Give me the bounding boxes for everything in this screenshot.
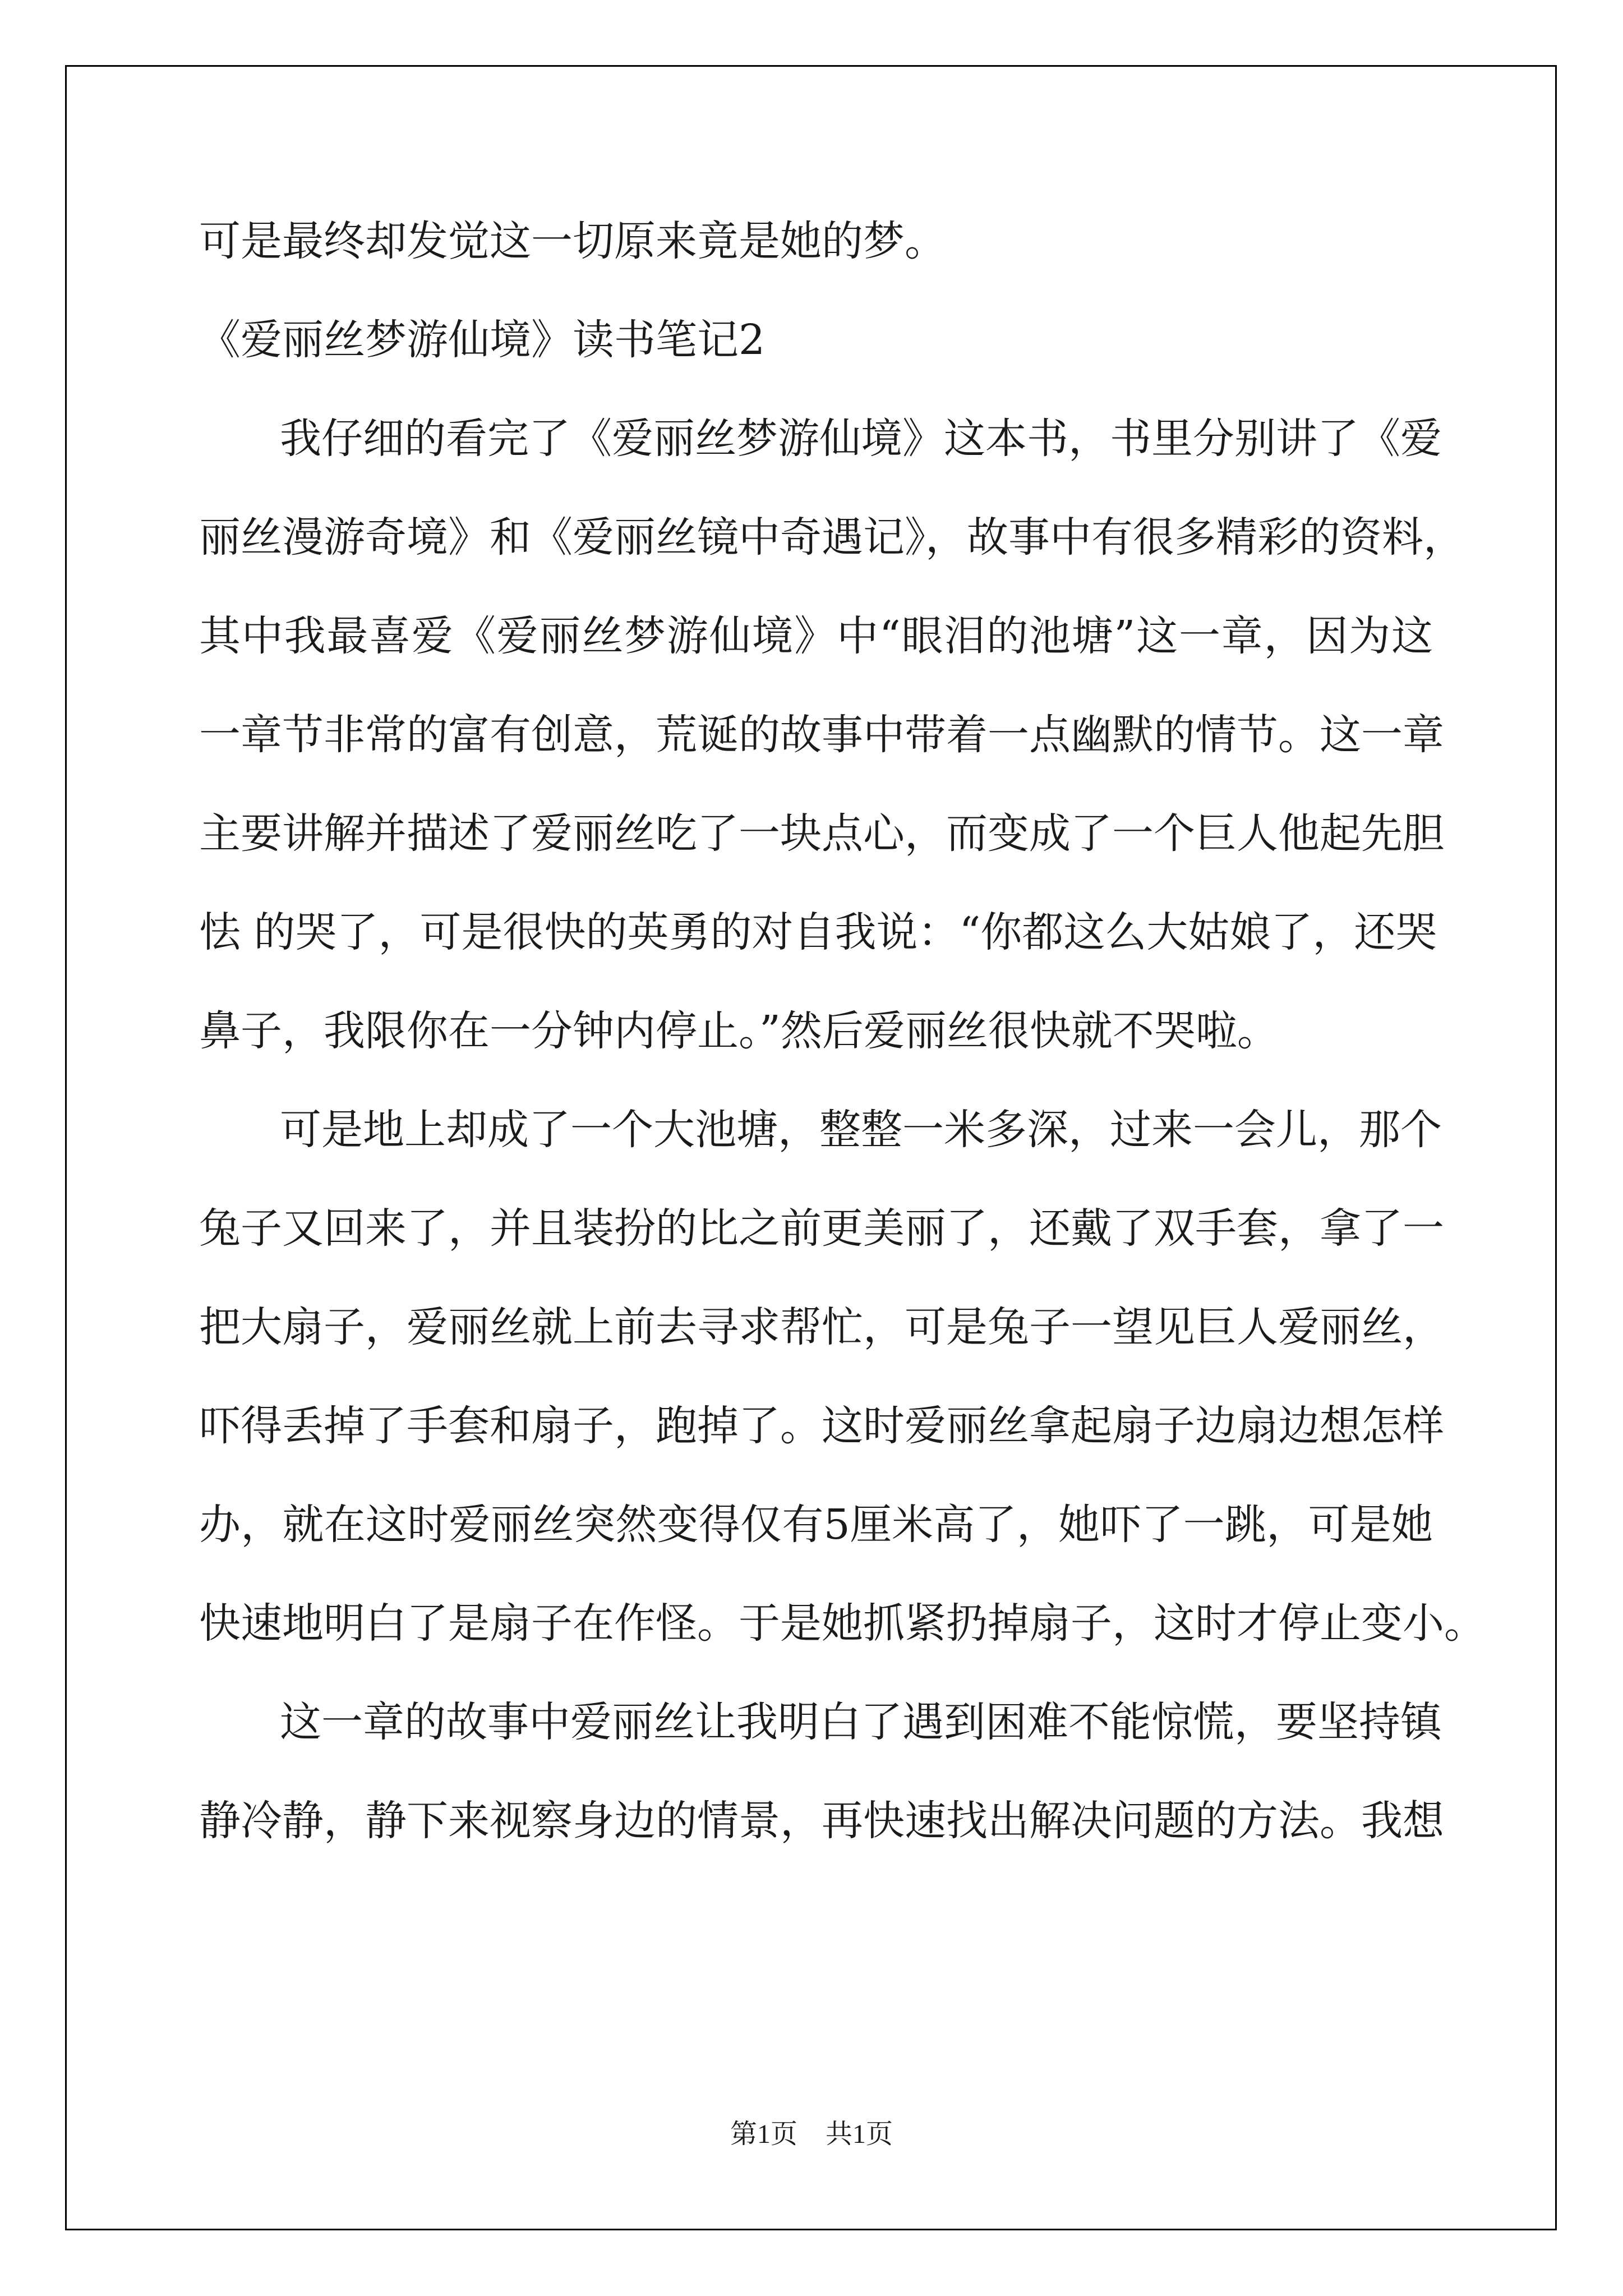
text-line: 办，就在这时爱丽丝突然变得仅有5厘米高了，她吓了一跳，可是她	[199, 1501, 1433, 1549]
text-line: 可是地上却成了一个大池塘，整整一米多深，过来一会儿，那个	[280, 1106, 1442, 1154]
text-line: 兔子又回来了，并且装扮的比之前更美丽了，还戴了双手套，拿了一	[199, 1204, 1444, 1253]
text-line: 丽丝漫游奇境》和《爱丽丝镜中奇遇记》，故事中有很多精彩的资料，	[199, 513, 1465, 562]
text-line: 这一章的故事中爱丽丝让我明白了遇到困难不能惊慌，要坚持镇	[280, 1698, 1442, 1746]
text-line: 静冷静，静下来视察身边的情景，再快速找出解决问题的方法。我想	[199, 1797, 1444, 1845]
document-body	[199, 208, 1486, 1886]
page-footer	[0, 2118, 1623, 2151]
text-line: 把大扇子，爱丽丝就上前去寻求帮忙，可是兔子一望见巨人爱丽丝，	[199, 1303, 1444, 1351]
text-line: 可是最终却发觉这一切原来竟是她的梦。	[199, 217, 946, 265]
page-total: 共1页	[826, 2119, 893, 2149]
text-line: 一章节非常的富有创意，荒诞的故事中带着一点幽默的情节。这一章	[199, 711, 1444, 759]
text-line: 怯 的哭了，可是很快的英勇的对自我说：“你都这么大姑娘了，还哭	[199, 908, 1437, 956]
text-line: 吓得丢掉了手套和扇子，跑掉了。这时爱丽丝拿起扇子边扇边想怎样	[199, 1402, 1444, 1450]
text-line: 主要讲解并描述了爱丽丝吃了一块点心，而变成了一个巨人他起先胆	[199, 809, 1444, 858]
text-line: 快速地明白了是扇子在作怪。于是她抓紧扔掉扇子，这时才停止变小。	[199, 1599, 1486, 1648]
page-number: 第1页	[730, 2119, 797, 2149]
text-line: 我仔细的看完了《爱丽丝梦游仙境》这本书，书里分别讲了《爱	[280, 415, 1442, 463]
section-heading: 《爱丽丝梦游仙境》读书笔记2	[199, 316, 766, 364]
text-line: 其中我最喜爱《爱丽丝梦游仙境》中“眼泪的池塘”这一章，因为这	[199, 612, 1433, 660]
text-line: 鼻子，我限你在一分钟内停止。”然后爱丽丝很快就不哭啦。	[199, 1007, 1279, 1055]
